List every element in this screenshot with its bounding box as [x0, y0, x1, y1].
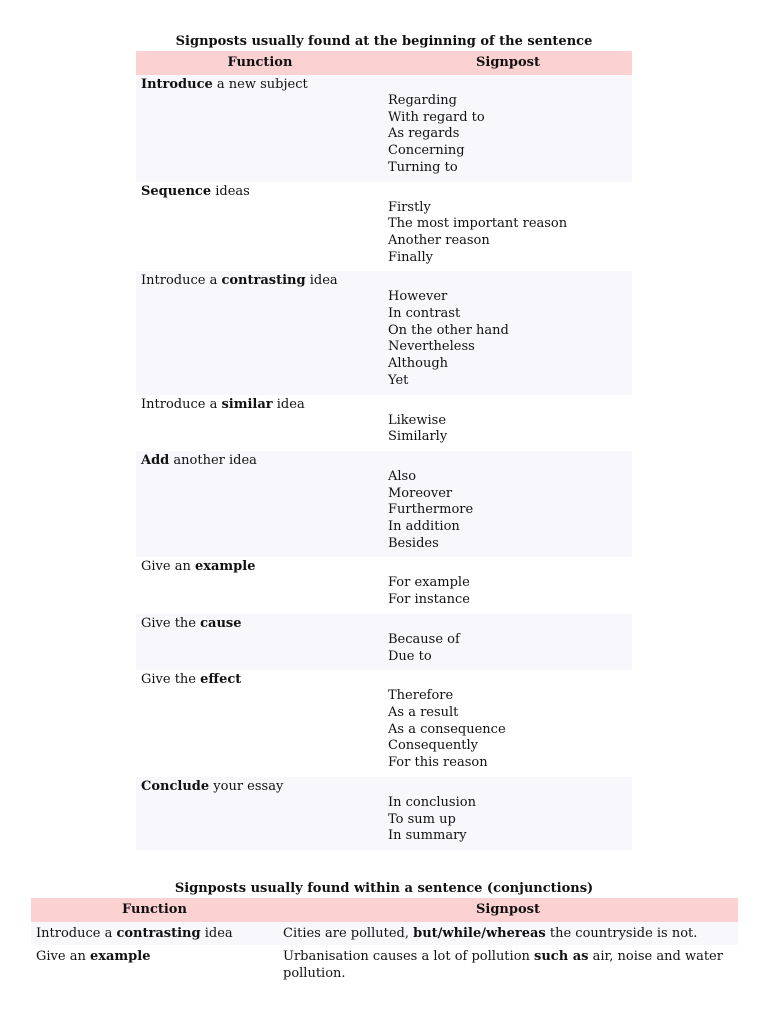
- table-row: [136, 395, 632, 451]
- function-text: ideas: [211, 183, 250, 199]
- signpost-cell: [384, 395, 632, 451]
- signpost-cell: [384, 614, 632, 670]
- function-keyword: contrasting: [116, 926, 201, 941]
- table-row: [31, 945, 738, 985]
- signpost-item: Firstly: [388, 199, 431, 215]
- signpost-item: With regard to: [388, 109, 485, 125]
- signpost-item: Concerning: [388, 143, 465, 159]
- signpost-item: As regards: [388, 126, 460, 142]
- function-cell: [136, 777, 384, 850]
- signpost-item: Because of: [388, 631, 460, 647]
- table-row: [31, 922, 738, 945]
- table2-header-signpost: Signpost: [278, 898, 738, 922]
- function-text: Introduce a: [141, 273, 222, 289]
- signpost-item: Also: [388, 468, 417, 484]
- signpost-cell: [384, 271, 632, 394]
- function-cell: [136, 395, 384, 451]
- signpost-text: Cities are polluted,: [283, 926, 414, 941]
- signpost-item: Nevertheless: [388, 339, 475, 355]
- function-keyword: example: [194, 559, 256, 575]
- table-row: [136, 670, 632, 777]
- function-cell: [136, 614, 384, 670]
- function-text: Give an: [36, 949, 90, 964]
- signpost-item: In addition: [388, 519, 460, 535]
- function-text: another idea: [169, 452, 257, 468]
- signpost-item: For instance: [388, 592, 471, 608]
- function-text: idea: [272, 396, 305, 412]
- function-keyword: example: [89, 949, 151, 964]
- signpost-item: Another reason: [388, 232, 490, 248]
- signpost-item: For example: [388, 575, 470, 591]
- signpost-cell: [278, 945, 738, 985]
- table-row: [136, 614, 632, 670]
- signpost-item: Consequently: [388, 738, 478, 754]
- function-keyword: effect: [200, 672, 242, 688]
- signpost-item: To sum up: [388, 811, 456, 827]
- signpost-cell: [384, 182, 632, 272]
- signpost-item: Due to: [388, 648, 432, 664]
- signpost-item: For this reason: [388, 755, 488, 771]
- signpost-cell: [384, 75, 632, 182]
- function-text: Give an: [141, 559, 195, 575]
- signpost-item: Regarding: [388, 93, 457, 108]
- table2-header-function: Function: [31, 898, 278, 922]
- table1-header-function: Function: [136, 51, 384, 75]
- signpost-item: Therefore: [388, 688, 454, 704]
- signpost-item: Turning to: [388, 159, 458, 175]
- signpost-item: In contrast: [388, 306, 461, 322]
- function-keyword: contrasting: [221, 273, 306, 289]
- signpost-item: Besides: [388, 535, 439, 551]
- signpost-text: Urbanisation causes a lot of pollution: [283, 949, 535, 964]
- signposts-within-table: [31, 898, 738, 985]
- signposts-beginning-table: [136, 51, 632, 850]
- signpost-text: the countryside is not.: [545, 926, 698, 941]
- function-cell: [136, 451, 384, 558]
- signpost-item: The most important reason: [388, 216, 568, 232]
- function-keyword: Introduce: [141, 77, 213, 92]
- signpost-cell: [384, 451, 632, 558]
- signpost-item: Although: [388, 356, 449, 372]
- signpost-item: Moreover: [388, 485, 453, 501]
- table2-title: Signposts usually found within a sentence (conjunctions): [174, 881, 594, 896]
- function-cell: [31, 945, 278, 985]
- function-cell: [136, 670, 384, 777]
- signpost-cell: [384, 777, 632, 850]
- function-text: idea: [200, 926, 233, 941]
- table-row: [136, 75, 632, 182]
- table1-header-row: [136, 51, 632, 75]
- signpost-keyword: such as: [534, 949, 589, 964]
- function-text: Give the: [141, 672, 201, 688]
- table-row: [136, 271, 632, 394]
- signpost-item: In conclusion: [388, 794, 476, 810]
- signpost-item: As a result: [388, 704, 459, 720]
- signpost-item: In summary: [388, 828, 467, 844]
- signpost-keyword: but/while/whereas: [413, 926, 546, 941]
- signpost-item: Similarly: [388, 429, 448, 445]
- signpost-cell: [384, 670, 632, 777]
- function-text: Introduce a: [36, 926, 117, 941]
- function-keyword: Conclude: [141, 778, 210, 794]
- function-keyword: Add: [141, 452, 170, 468]
- signpost-item: As a consequence: [388, 721, 506, 737]
- function-text: Introduce a: [141, 396, 222, 412]
- signpost-item: Finally: [388, 249, 433, 265]
- function-keyword: similar: [221, 396, 273, 412]
- function-text: a new subject: [212, 77, 308, 92]
- signpost-item: Likewise: [388, 412, 447, 428]
- function-text: idea: [305, 273, 338, 289]
- signpost-text: air, noise and water pollution.: [283, 949, 723, 981]
- signpost-item: Yet: [388, 372, 409, 388]
- function-text: Give the: [141, 615, 201, 631]
- table-row: [136, 777, 632, 850]
- function-keyword: Sequence: [141, 183, 212, 199]
- function-cell: [136, 182, 384, 272]
- table2-header-row: [31, 898, 738, 922]
- function-cell: [136, 271, 384, 394]
- table1-header-signpost: Signpost: [384, 51, 632, 75]
- function-cell: [136, 557, 384, 613]
- signpost-cell: [384, 557, 632, 613]
- signpost-item: On the other hand: [388, 322, 509, 338]
- table-row: [136, 557, 632, 613]
- signpost-item: Furthermore: [388, 502, 474, 518]
- table1-title: Signposts usually found at the beginning of the sentence: [175, 34, 593, 49]
- function-keyword: cause: [200, 615, 242, 631]
- function-cell: [31, 922, 278, 945]
- function-cell: [136, 75, 384, 182]
- function-text: your essay: [209, 778, 284, 794]
- table-row: [136, 451, 632, 558]
- table-row: [136, 182, 632, 272]
- signpost-item: However: [388, 289, 448, 305]
- signpost-cell: [278, 922, 738, 945]
